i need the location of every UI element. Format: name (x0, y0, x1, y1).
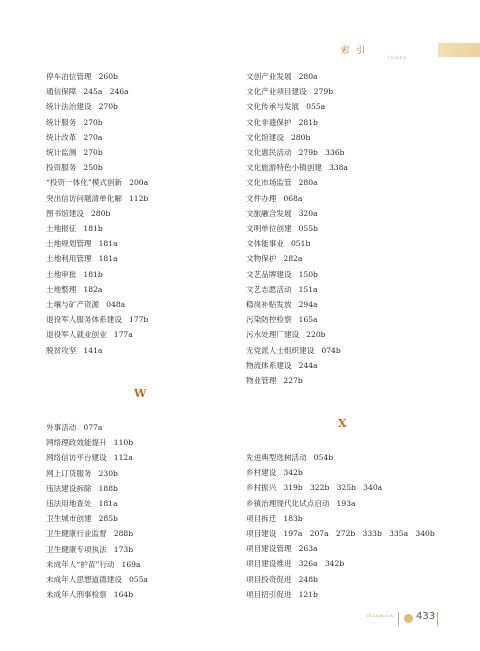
section-letter-w: W (134, 387, 147, 400)
index-entry (46, 160, 236, 175)
left-top-list (46, 69, 236, 358)
index-term: 网络理政效能提升 (46, 438, 107, 448)
index-term: 文化惠民活动 (246, 148, 292, 158)
left-bottom-list (46, 420, 236, 602)
index-page-ref: 193a (336, 498, 356, 508)
index-page-ref: 200a (129, 178, 149, 188)
index-entry (46, 206, 236, 221)
index-term: 文化非遗保护 (246, 117, 292, 127)
index-term: 退役军人就业创业 (46, 330, 107, 340)
index-term: 先进典型选树活动 (246, 453, 307, 462)
index-entry (246, 160, 456, 175)
section-letter-x: X (338, 417, 347, 430)
index-term: 文明单位创建 (246, 224, 292, 234)
index-entry (46, 69, 236, 84)
index-entry (246, 236, 456, 251)
index-page-ref: 164b (113, 590, 134, 600)
index-entry (246, 175, 456, 190)
index-term: 统计服务 (46, 117, 77, 127)
index-entry (46, 145, 236, 160)
index-term: 乡村振兴 (246, 483, 277, 493)
index-page-ref: 051b (290, 239, 311, 249)
index-page-ref: 112b (128, 193, 149, 203)
index-entry (46, 115, 236, 130)
index-term: 卫生城市创建 (46, 514, 92, 524)
index-term: 项目投资促进 (246, 574, 292, 584)
index-page-ref: 177a (113, 330, 133, 340)
footer-divider (398, 612, 399, 626)
index-page-ref: 151a (298, 284, 318, 294)
index-term: 文艺品牌建设 (246, 269, 292, 279)
index-page-ref: 181b (83, 269, 103, 279)
index-term: 退役军人服务体系建设 (46, 315, 122, 325)
index-entry (246, 526, 456, 541)
index-term: 统计改革 (46, 132, 77, 142)
index-entry (246, 373, 456, 388)
index-term: 文化产业项目建设 (246, 87, 307, 97)
index-entry (246, 312, 456, 327)
index-term: 物流体系建设 (246, 360, 292, 370)
index-term: 乡村建设 (246, 468, 277, 478)
index-page-ref: 112a (113, 453, 133, 463)
index-entry (46, 175, 236, 190)
index-entry (246, 297, 456, 312)
index-entry (246, 465, 456, 480)
index-term: 项目建设推进 (246, 559, 292, 569)
index-entry (246, 267, 456, 282)
index-page-ref: 181a (98, 239, 118, 249)
index-page-ref: 074b (321, 345, 341, 355)
index-page-ref: 263a (298, 544, 318, 554)
page-subtitle: INDEX (388, 55, 408, 60)
index-page-ref: 319b 322b 325b 340a (283, 483, 383, 493)
index-page-ref: 248b (298, 574, 318, 584)
index-entry (246, 480, 456, 495)
index-entry (46, 526, 236, 541)
index-term: 通信保障 (46, 87, 77, 97)
index-page-ref: 250b (83, 163, 103, 173)
index-term: 项目建设 (246, 529, 277, 539)
footer-subtitle: YEARBOOK (365, 613, 394, 618)
index-term: 土地报征 (46, 224, 77, 234)
index-term: 项目拆迁 (246, 513, 277, 523)
index-entry (46, 557, 236, 572)
index-term: 土壤与矿产资源 (46, 300, 100, 310)
index-entry (246, 450, 456, 465)
index-term: 文旅融合发展 (246, 208, 292, 218)
index-entry (246, 99, 456, 114)
index-term: 网络信访平台建设 (46, 453, 107, 463)
index-page-ref: 338a (328, 163, 348, 173)
index-entry (46, 572, 236, 587)
index-entry (246, 343, 456, 358)
index-page-ref: 181b (83, 224, 103, 234)
index-page-ref: 068a (283, 193, 303, 203)
index-entry (46, 327, 236, 342)
index-term: 项目招引促进 (246, 589, 292, 599)
index-term: 文创产业发展 (246, 72, 292, 81)
index-entry (46, 435, 236, 450)
index-term: 土地审批 (46, 269, 77, 279)
index-term: 文体能事业 (246, 239, 284, 249)
index-page-ref: 169a (121, 559, 141, 569)
index-term: 无党派人士组织建设 (246, 345, 315, 355)
index-entry (246, 496, 456, 511)
index-page-ref: 281b (298, 117, 318, 127)
index-term: 卫生健康专项执法 (46, 544, 107, 554)
index-page-ref: 121b (298, 589, 318, 599)
index-entry (246, 541, 456, 556)
index-term: 文化市场监管 (246, 178, 292, 188)
index-term: 乡镇治理现代化试点启动 (246, 498, 330, 508)
index-page-ref: 227b (283, 376, 303, 386)
index-entry (246, 145, 456, 160)
index-term: 突出信访问题清单化解 (46, 193, 122, 203)
index-term: 卫生健康行业监督 (46, 529, 107, 539)
index-term: 统计法治建设 (46, 102, 92, 112)
index-page-ref: 183b (283, 513, 303, 523)
index-entry (246, 358, 456, 373)
footer-ornament-icon (404, 614, 413, 623)
index-page-ref: 182a (83, 284, 103, 294)
index-entry (46, 236, 236, 251)
index-entry (46, 99, 236, 114)
index-page-ref: 048a (106, 300, 126, 310)
index-entry (246, 191, 456, 206)
index-entry (46, 297, 236, 312)
index-page-ref: 055b (298, 224, 318, 234)
index-page-ref: 270b (83, 148, 103, 158)
index-page-ref: 342b (283, 468, 303, 478)
index-entry (246, 221, 456, 236)
index-entry (246, 511, 456, 526)
index-page-ref: 270b (98, 102, 118, 112)
index-page-ref: 188b (98, 483, 118, 493)
index-page-ref: 173b (113, 544, 134, 554)
index-page-ref: 220b (306, 330, 326, 340)
index-term: “投资一体化”模式创新 (46, 178, 123, 188)
index-entry (46, 542, 236, 557)
index-term: 稳岗补贴发放 (246, 300, 292, 310)
index-entry (246, 130, 456, 145)
index-term: 未成年人刑事检察 (46, 590, 107, 600)
index-page-ref: 181a (98, 499, 118, 509)
index-page-ref: 285b (98, 514, 118, 524)
index-page-ref: 326a 342b (298, 559, 345, 569)
index-term: 统计监测 (46, 148, 77, 158)
index-term: 污染防控检察 (246, 315, 292, 325)
index-entry (46, 587, 236, 602)
index-page-ref: 280b (90, 208, 111, 218)
index-term: 投资服务 (46, 163, 77, 173)
index-page-ref: 280a (298, 178, 318, 188)
index-term: 图书馆建设 (46, 208, 84, 218)
index-entry (46, 312, 236, 327)
index-entry (46, 496, 236, 511)
index-term: 土地整理 (46, 284, 77, 294)
index-entry (46, 450, 236, 465)
index-page-ref: 181a (98, 254, 118, 264)
right-bottom-list (246, 450, 456, 602)
index-page-ref: 055a (128, 575, 148, 585)
index-term: 违法用地查处 (46, 499, 92, 509)
index-term: 未成年人思想道德建设 (46, 575, 122, 585)
index-page-ref: 077a (83, 423, 103, 432)
index-page-ref: 288b (113, 529, 134, 539)
index-page-ref: 054b (313, 453, 334, 462)
page-title: 索 引 (340, 46, 368, 56)
index-page-ref: 260b (98, 72, 118, 81)
index-term: 文物保护 (246, 254, 277, 264)
index-term: 网上订货服务 (46, 468, 92, 478)
index-entry (246, 84, 456, 99)
index-page-ref: 282a (283, 254, 303, 264)
index-page-ref: 110b (113, 438, 134, 448)
index-page-ref: 055a (306, 102, 326, 112)
index-entry (46, 191, 236, 206)
index-entry (246, 572, 456, 587)
index-term: 土地规划管理 (46, 239, 92, 249)
index-term: 文化旅游特色小镇创建 (246, 163, 322, 173)
index-term: 项目建设管理 (246, 544, 292, 554)
index-page-ref: 280a (298, 72, 318, 81)
index-term: 停车泊位管理 (46, 72, 92, 81)
index-entry (246, 556, 456, 571)
index-entry (46, 130, 236, 145)
index-entry (46, 84, 236, 99)
index-term: 土地利用管理 (46, 254, 92, 264)
index-term: 污水处理厂建设 (246, 330, 300, 340)
index-page-ref: 244a (298, 360, 318, 370)
index-entry (46, 267, 236, 282)
index-entry (46, 221, 236, 236)
index-term: 外事活动 (46, 423, 77, 432)
index-page-ref: 320a (298, 208, 318, 218)
index-term: 脱贫攻坚 (46, 345, 77, 355)
index-page-ref: 141a (83, 345, 103, 355)
index-page-ref: 270a (83, 132, 103, 142)
index-entry (46, 466, 236, 481)
index-entry (46, 511, 236, 526)
index-entry (46, 343, 236, 358)
index-entry (246, 327, 456, 342)
right-top-list (246, 69, 456, 388)
index-page-ref: 294a (298, 300, 318, 310)
index-term: 文件办理 (246, 193, 277, 203)
index-entry (246, 251, 456, 266)
index-entry (246, 206, 456, 221)
index-term: 物业管理 (246, 376, 277, 386)
index-page-ref: 245a 246a (83, 87, 129, 97)
index-page-ref: 279b 336b (298, 148, 345, 158)
index-term: 文化馆建设 (246, 132, 284, 142)
page-number: 433 (416, 611, 436, 622)
index-term: 未成年人“护苗”行动 (46, 559, 115, 569)
index-entry (46, 251, 236, 266)
index-page-ref: 279b (313, 87, 334, 97)
index-entry (46, 420, 236, 435)
index-term: 文化传承与发展 (246, 102, 300, 112)
index-page-ref: 280b (290, 132, 311, 142)
index-entry (46, 481, 236, 496)
index-page-ref: 177b (128, 315, 149, 325)
index-term: 文艺志愿活动 (246, 284, 292, 294)
index-entry (246, 587, 456, 602)
index-entry (246, 115, 456, 130)
index-page-ref: 270b (83, 117, 103, 127)
index-term: 违法建设拆除 (46, 483, 92, 493)
index-entry (246, 69, 456, 84)
index-page-ref: 165a (298, 315, 318, 325)
index-entry (246, 282, 456, 297)
index-page-ref: 150b (298, 269, 318, 279)
index-entry (46, 282, 236, 297)
index-page-ref: 230b (98, 468, 118, 478)
index-page-ref: 197a 207a 272b 333b 335a 340b (283, 529, 435, 539)
footer-divider-right (437, 612, 438, 626)
